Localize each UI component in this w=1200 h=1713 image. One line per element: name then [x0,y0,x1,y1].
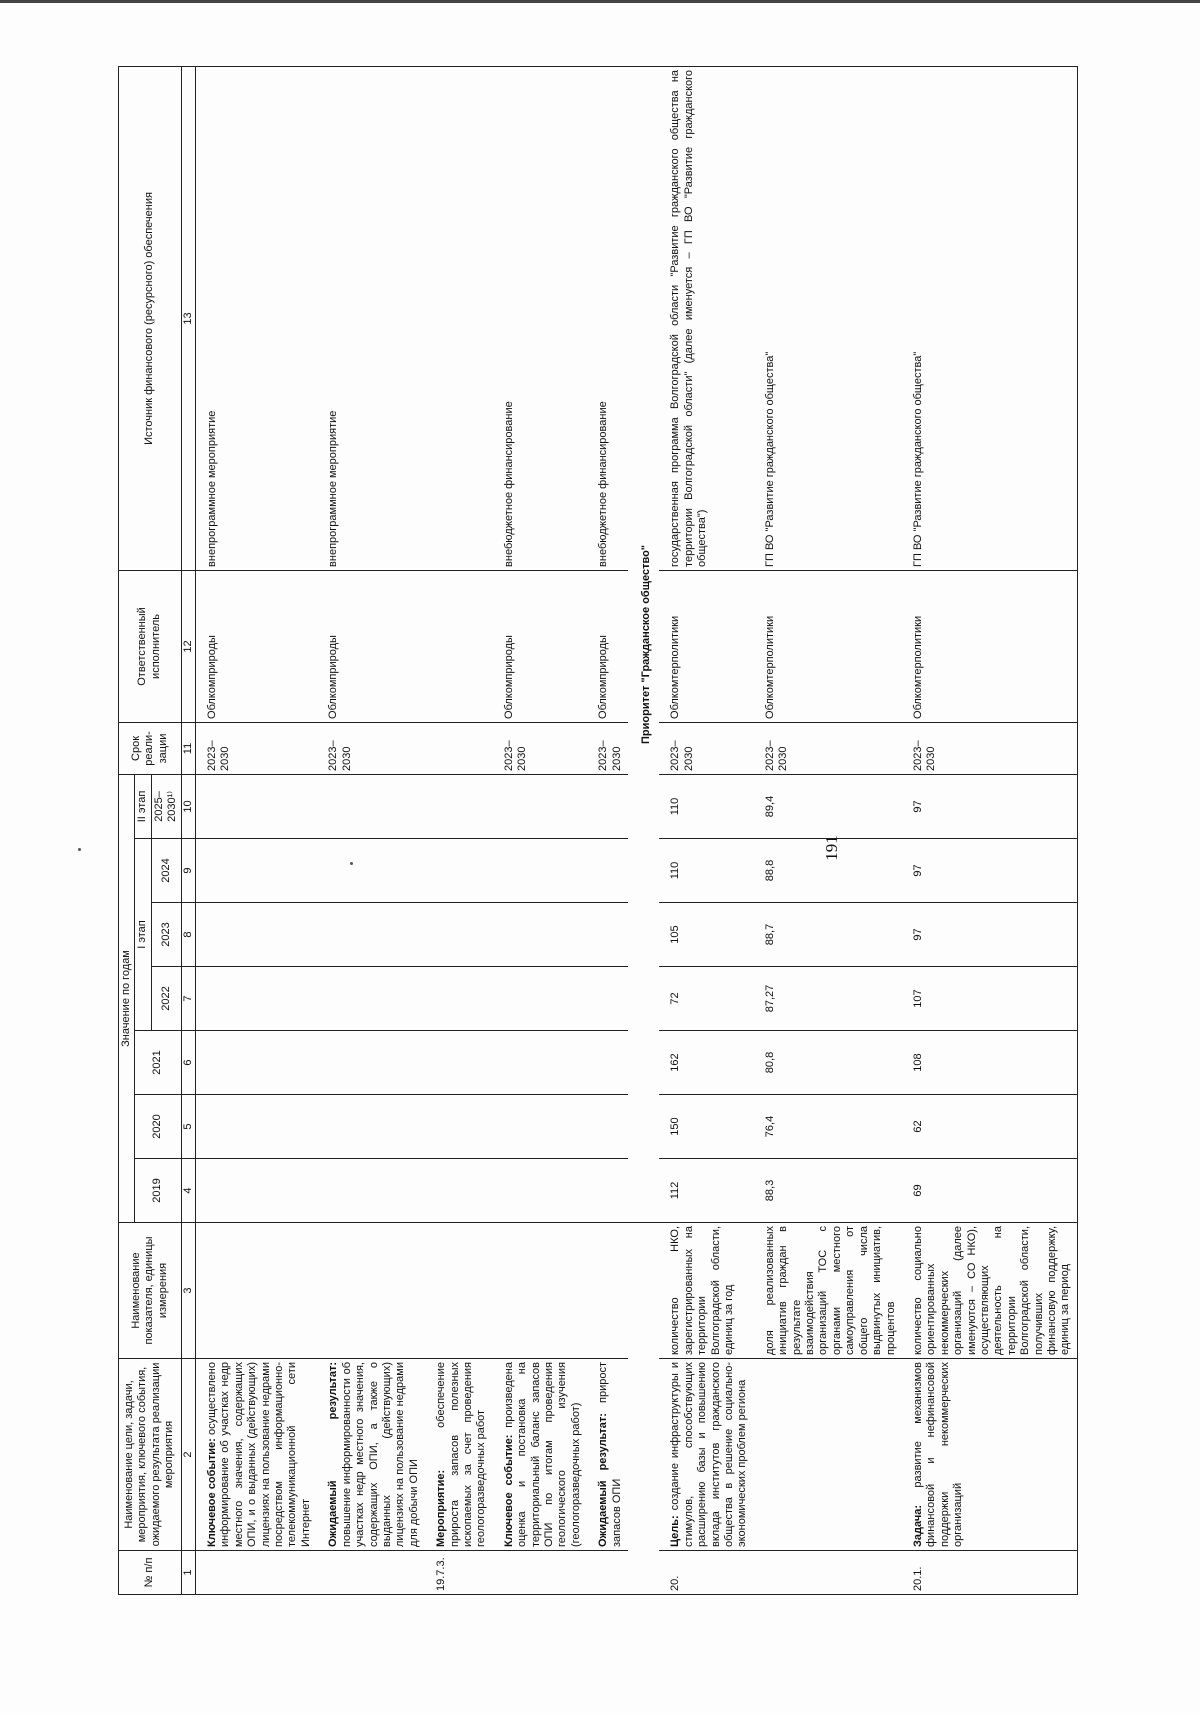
value-2020: 76,4 [754,1095,902,1159]
row-number [317,1551,425,1595]
value-2024: 110 [659,839,753,903]
row-period [425,722,493,774]
value-2021: 162 [659,1031,753,1095]
entry-kind-label: Цель: [669,1515,682,1547]
row-name [587,1359,628,1551]
value-2020 [587,1095,628,1159]
header-col-number: № п/п [119,1551,182,1595]
entry-text: обеспечение прироста запасов полезных ископаемых за счет проведения геологоразведочных работ [435,1362,488,1547]
row-period: 2023–2030 [587,722,628,774]
row-source: ГП ВО "Развитие гражданского общества" [754,66,902,570]
entry-kind-label: Ключевое событие: [206,1438,219,1547]
row-name [754,1359,902,1551]
row-name [425,1359,493,1551]
row-executor: Облкомтерполитики [754,570,902,722]
row-source: внебюджетное финансирование [587,66,628,570]
entry-text: произведена оценка и постановка на территориальный баланс запасов ОПИ по итогам проведения геологического изучения (геологоразведочных работ) [502,1362,582,1547]
value-2021 [587,1031,628,1095]
value-2023 [317,903,425,967]
table-row [196,66,318,1594]
value-2023: 88,7 [754,903,902,967]
column-number: 10 [181,774,195,838]
entry-kind-label: Ключевое событие: [502,1434,515,1547]
value-2025: 97 [902,774,1077,838]
row-indicator [493,1223,587,1359]
header-values-by-year: Значение по годам [119,774,135,1222]
value-2025 [493,774,587,838]
row-period: 2023–2030 [196,722,318,774]
row-name [659,1359,753,1551]
table-row [587,66,628,1594]
row-name [493,1359,587,1551]
row-name [902,1359,1077,1551]
row-number [754,1551,902,1595]
value-2022: 87,27 [754,967,902,1031]
row-number: 20. [659,1551,753,1595]
table-row [902,66,1077,1594]
header-year-2020: 2020 [135,1095,181,1159]
scan-edge [0,0,1200,3]
row-name [196,1359,318,1551]
value-2023 [425,903,493,967]
entry-text: прирост запасов ОПИ [597,1362,623,1547]
row-source: внебюджетное финансирование [493,66,587,570]
value-2022: 72 [659,967,753,1031]
column-number: 12 [181,570,195,722]
row-executor: Облкомприроды [587,570,628,722]
value-2021 [425,1031,493,1095]
table-row [659,66,753,1594]
value-2023 [587,903,628,967]
value-2024 [493,839,587,903]
row-indicator [317,1223,425,1359]
value-2023: 97 [902,903,1077,967]
header-year-2021: 2021 [135,1031,181,1095]
row-indicator: количество социально ориентированных некоммерческих организаций (далее именуются – СО НКО), осуществляющих деятельность на территории Волгоградской области, получивших финансовую поддержку, единиц за период [902,1223,1077,1359]
value-2024: 88,8 [754,839,902,903]
value-2022 [196,967,318,1031]
priority-row [628,66,659,1594]
column-number: 8 [181,903,195,967]
value-2020 [493,1095,587,1159]
value-2022 [493,967,587,1031]
value-2020: 150 [659,1095,753,1159]
row-number [196,1551,318,1595]
column-number: 1 [181,1551,195,1595]
value-2019 [493,1159,587,1223]
row-executor: Облкомприроды [493,570,587,722]
value-2024: 97 [902,839,1077,903]
value-2025: 89,4 [754,774,902,838]
row-period: 2023–2030 [902,722,1077,774]
value-2025 [425,774,493,838]
row-period: 2023–2030 [493,722,587,774]
value-2022 [317,967,425,1031]
table-row [493,66,587,1594]
row-indicator [196,1223,318,1359]
entry-text: осуществлено информирование об участках недр местного значения, содержащих ОПИ, и о выданных (действующих) лицензиях на пользование недрами посредством информационно-телекоммуникационной сети Интернет [206,1362,312,1547]
table-body [196,66,1078,1594]
row-executor [425,570,493,722]
value-2019: 88,3 [754,1159,902,1223]
table-row [754,66,902,1594]
value-2022: 107 [902,967,1077,1031]
priority-heading: Приоритет "Гражданское общество" [628,66,659,1222]
header-year-2024: 2024 [151,839,181,903]
column-number: 13 [181,66,195,570]
value-2025 [317,774,425,838]
entry-text: создание инфраструктуры и стимулов, способствующих расширению базы и повышению вклада институтов гражданского общества в решение социально-экономических проблем региона [669,1362,749,1547]
column-number-row [181,66,195,1594]
row-source: государственная программа Волгоградской области "Развитие гражданского общества на территории Волгоградской области" (далее именуется – ГП ВО "Развитие гражданского общества") [659,66,753,570]
column-number: 11 [181,722,195,774]
value-2024 [425,839,493,903]
value-2021 [196,1031,318,1095]
column-number: 2 [181,1359,195,1551]
column-number: 7 [181,967,195,1031]
value-2024 [317,839,425,903]
value-2025 [587,774,628,838]
value-2020 [196,1095,318,1159]
column-number: 9 [181,839,195,903]
value-2019: 112 [659,1159,753,1223]
header-col-indicator: Наименование показателя, единицы измерения [119,1223,182,1359]
row-indicator: количество НКО, зарегистрированных на территории Волгоградской области, единиц за год [659,1223,753,1359]
row-source: внепрограммное мероприятие [196,66,318,570]
row-number: 19.7.3. [425,1551,493,1595]
header-year-2022: 2022 [151,967,181,1031]
value-2023 [493,903,587,967]
header-stage-1: I этап [135,839,151,1031]
row-executor: Облкомприроды [196,570,318,722]
entry-kind-label: Ожидаемый результат: [327,1362,340,1547]
value-2019 [425,1159,493,1223]
row-period: 2023–2030 [317,722,425,774]
row-source [425,66,493,570]
entry-text: повышение информированности об участках недр местного значения, содержащих ОПИ, а также о выданных (действующих) лицензиях на пользование недрами для добычи ОПИ [340,1362,420,1547]
value-2025: 110 [659,774,753,838]
rotated-table-wrapper [118,67,1200,1595]
value-2020 [317,1095,425,1159]
row-number [587,1551,628,1595]
value-2024 [196,839,318,903]
value-2023: 105 [659,903,753,967]
value-2021: 108 [902,1031,1077,1095]
row-indicator [587,1223,628,1359]
row-source: внепрограммное мероприятие [317,66,425,570]
header-stage-2: II этап [135,774,151,838]
column-number: 3 [181,1223,195,1359]
header-year-2023: 2023 [151,903,181,967]
table-row [317,66,425,1594]
indicator-table [118,66,1078,1595]
value-2019: 69 [902,1159,1077,1223]
value-2024 [587,839,628,903]
header-year-2025-2030: 2025–2030¹⁾ [151,774,181,838]
scan-speck [78,848,81,851]
row-executor: Облкомтерполитики [902,570,1077,722]
entry-kind-label: Ожидаемый результат: [597,1413,610,1547]
value-2023 [196,903,318,967]
entry-kind-label: Задача: [911,1504,924,1547]
table-header [119,66,196,1594]
value-2021: 80,8 [754,1031,902,1095]
value-2019 [196,1159,318,1223]
value-2019 [317,1159,425,1223]
value-2021 [317,1031,425,1095]
header-col-executor: Ответственный исполнитель [119,570,182,722]
row-executor: Облкомприроды [317,570,425,722]
header-year-2019: 2019 [135,1159,181,1223]
value-2022 [587,967,628,1031]
row-source: ГП ВО "Развитие гражданского общества" [902,66,1077,570]
row-name [317,1359,425,1551]
page-number: 191 [822,835,841,861]
row-number [493,1551,587,1595]
header-col-period: Срок реали-зации [119,722,182,774]
value-2020: 62 [902,1095,1077,1159]
value-2021 [493,1031,587,1095]
row-indicator: доля реализованных инициатив граждан в результате взаимодействия организаций ТОС с органами местного самоуправления от общего числа выдвинутых инициатив, процентов [754,1223,902,1359]
column-number: 6 [181,1031,195,1095]
table-row [425,66,493,1594]
entry-kind-label: Мероприятие: [435,1469,448,1547]
value-2025 [196,774,318,838]
row-period: 2023–2030 [659,722,753,774]
row-executor: Облкомтерполитики [659,570,753,722]
row-indicator [425,1223,493,1359]
row-period: 2023–2030 [754,722,902,774]
column-number: 5 [181,1095,195,1159]
value-2022 [425,967,493,1031]
value-2020 [425,1095,493,1159]
row-number: 20.1. [902,1551,1077,1595]
column-number: 4 [181,1159,195,1223]
priority-spacer [628,1223,659,1595]
entry-text: развитие механизмов финансовой и нефинансовой поддержки некоммерческих организаций [911,1362,965,1547]
value-2019 [587,1159,628,1223]
header-col-name: Наименование цели, задачи, мероприятия, ключевого события, ожидаемого результата реализации мероприятия [119,1359,182,1551]
header-col-source: Источник финансового (ресурсного) обеспечения [119,66,182,570]
